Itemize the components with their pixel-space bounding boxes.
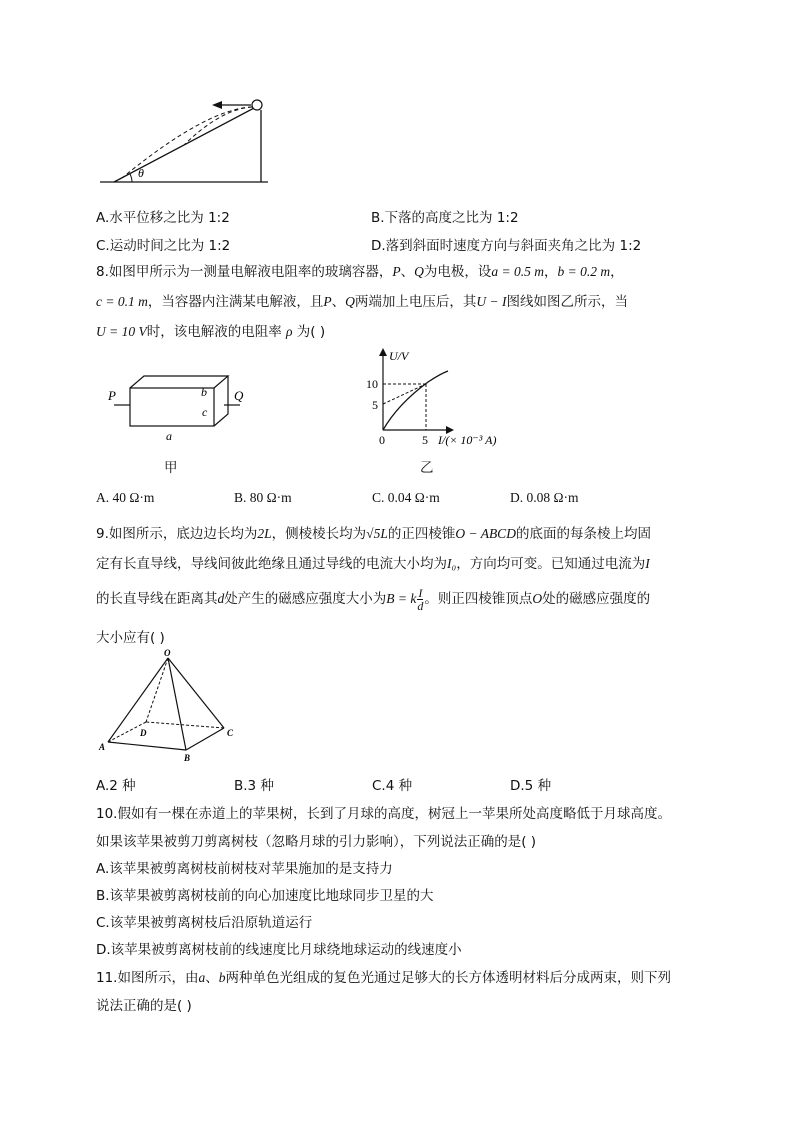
q9-text: 9.如图所示，底边边长均为: [96, 526, 258, 542]
q8-line-1: [96, 260, 624, 280]
q9-text: 定有长直导线，导线间彼此绝缘且通过导线的电流大小均为: [96, 556, 447, 572]
q8-text: 时，该电解液的电阻率: [146, 324, 287, 340]
q8-option-d[interactable]: D. 0.08 Ω·m: [510, 490, 579, 505]
q9-text: 处的磁感应强度的: [542, 591, 651, 607]
label-p: P: [108, 388, 116, 403]
sep: 、: [331, 294, 346, 310]
q11-text: 11.如图所示，由: [96, 970, 199, 986]
ui-curve: [383, 371, 448, 430]
label-b: b: [201, 385, 207, 399]
q8-text: 8.如图甲所示为一测量电解液电阻率的玻璃容器，: [96, 264, 393, 280]
q7-option-a[interactable]: A.水平位移之比为 1:2: [96, 210, 230, 226]
caption-yi: 乙: [420, 460, 434, 476]
y-arrow: [379, 348, 387, 356]
q8-option-c[interactable]: C. 0.04 Ω·m: [372, 490, 440, 505]
arrow-head: [212, 101, 222, 109]
var-p: P: [392, 264, 401, 279]
container-figure: [104, 372, 264, 444]
q8-line-3: [96, 320, 325, 340]
fraction: [417, 587, 423, 612]
q9-text: 处产生的磁感应强度大小为: [224, 591, 387, 607]
ui-label: U − I: [476, 294, 507, 309]
q10-option-d[interactable]: D.该苹果被剪离树枝前的线速度比月球绕地球运动的线速度小: [96, 942, 462, 958]
label-c: c: [202, 405, 208, 419]
q9-option-b[interactable]: B.3 种: [234, 778, 274, 794]
sep: 、: [205, 970, 219, 986]
q8-line-2: [96, 290, 628, 310]
var-q: Q: [345, 294, 355, 309]
q7-option-d[interactable]: D.落到斜面时速度方向与斜面夹角之比为 1:2: [371, 238, 642, 254]
q9-option-a[interactable]: A.2 种: [96, 778, 136, 794]
var-d: d: [217, 591, 225, 606]
edge-cd: [146, 722, 224, 728]
vertex-a: A: [99, 742, 106, 752]
q7-option-c[interactable]: C.运动时间之比为 1:2: [96, 238, 231, 254]
q9-option-c[interactable]: C.4 种: [372, 778, 413, 794]
pyramid-name: O − ABCD: [455, 526, 516, 541]
angle-arc: [130, 174, 132, 182]
q8-text: ，当容器内注满某电解液，且: [147, 294, 324, 310]
fraction-numerator: I: [418, 585, 423, 600]
incline-figure: [96, 95, 276, 187]
eq-b: b = 0.2 m: [557, 264, 611, 279]
q9-line-4: 大小应有( ): [96, 630, 165, 646]
vertex-d: D: [140, 728, 147, 738]
q9-line-2: [96, 552, 650, 572]
label-q: Q: [234, 388, 244, 403]
eq-b-field: B = k: [386, 591, 417, 606]
vertex-c: C: [227, 728, 234, 738]
angle-label: θ: [138, 166, 144, 180]
q8-option-b[interactable]: B. 80 Ω·m: [234, 490, 292, 505]
pyramid-figure: [96, 648, 246, 764]
eq-c: c = 0.1 m: [96, 294, 148, 309]
q11-line-2: 说法正确的是( ): [96, 998, 192, 1014]
ball: [252, 100, 262, 110]
q9-text: ，侧棱棱长均为: [271, 526, 367, 542]
q9-line-1: [96, 522, 651, 542]
q9-text: 的正四棱锥: [387, 526, 456, 542]
secant-line: [383, 384, 426, 404]
label-a: a: [166, 429, 172, 443]
y-axis-label: U/V: [389, 349, 409, 363]
edge-oc: [168, 658, 224, 728]
var-q: Q: [414, 264, 424, 279]
tick-y-10: 10: [366, 377, 378, 391]
q10-option-b[interactable]: B.该苹果被剪离树枝前的向心加速度比地球同步卫星的大: [96, 888, 434, 904]
var-2l: 2L: [257, 526, 272, 541]
var-i0: I₀: [447, 556, 457, 571]
vertex-b: B: [184, 753, 191, 763]
q11-line-1: [96, 966, 671, 986]
eq-a: a = 0.5 m: [491, 264, 544, 279]
caption-jia: 甲: [164, 460, 178, 476]
q9-text: 的底面的每条棱上均固: [515, 526, 651, 542]
tick-y-5: 5: [372, 398, 378, 412]
box-side: [214, 376, 228, 426]
edge-ab: [108, 742, 186, 750]
q9-text: 。则正四棱锥顶点: [424, 591, 533, 607]
fraction-denominator: d: [417, 598, 424, 613]
var-b: b: [218, 970, 226, 985]
q9-text: 的长直导线在距离其: [96, 591, 218, 607]
tick-origin: 0: [379, 433, 385, 447]
q10-line-1: 10.假如有一棵在赤道上的苹果树，长到了月球的高度，树冠上一苹果所处高度略低于月球高度。: [96, 806, 671, 822]
var-i: I: [645, 556, 650, 571]
eq-u: U = 10 V: [96, 324, 147, 339]
q8-text: 为电极，设: [423, 264, 492, 280]
q8-text: 两端加上电压后，其: [354, 294, 477, 310]
q10-line-2: 如果该苹果被剪刀剪离树枝（忽略月球的引力影响），下列说法正确的是( ): [96, 834, 537, 850]
ui-graph: [358, 346, 528, 452]
tick-x-5: 5: [422, 433, 428, 447]
var-a: a: [198, 970, 206, 985]
q8-text: 为( ): [292, 324, 326, 340]
comma: ，: [610, 264, 624, 280]
var-o: O: [532, 591, 543, 606]
comma: ，: [544, 264, 558, 280]
q7-option-b[interactable]: B.下落的高度之比为 1:2: [371, 210, 519, 226]
edge-od: [146, 658, 168, 722]
q9-line-3: [96, 582, 650, 616]
edge-ob: [168, 658, 186, 750]
box-top: [130, 376, 228, 388]
edge-oa: [108, 658, 168, 742]
vertex-o: O: [164, 648, 171, 658]
edge-bc: [186, 728, 224, 750]
x-axis-label: I/(× 10⁻³ A): [438, 433, 497, 447]
q11-text: 两种单色光组成的复色光通过足够大的长方体透明材料后分成两束，则下列: [225, 970, 671, 986]
var-p: P: [323, 294, 332, 309]
var-rho: ρ: [286, 324, 293, 339]
q8-option-a[interactable]: A. 40 Ω·m: [96, 490, 155, 505]
sep: 、: [400, 264, 415, 280]
q10-option-c[interactable]: C.该苹果被剪离树枝后沿原轨道运行: [96, 915, 313, 931]
q10-option-a[interactable]: A.该苹果被剪离树枝前树枝对苹果施加的是支持力: [96, 861, 393, 877]
var-sqrt5l: √5L: [366, 526, 388, 541]
q8-text: 图线如图乙所示，当: [506, 294, 628, 310]
q9-option-d[interactable]: D.5 种: [510, 778, 552, 794]
q9-text: ，方向均可变。已知通过电流为: [456, 556, 646, 572]
